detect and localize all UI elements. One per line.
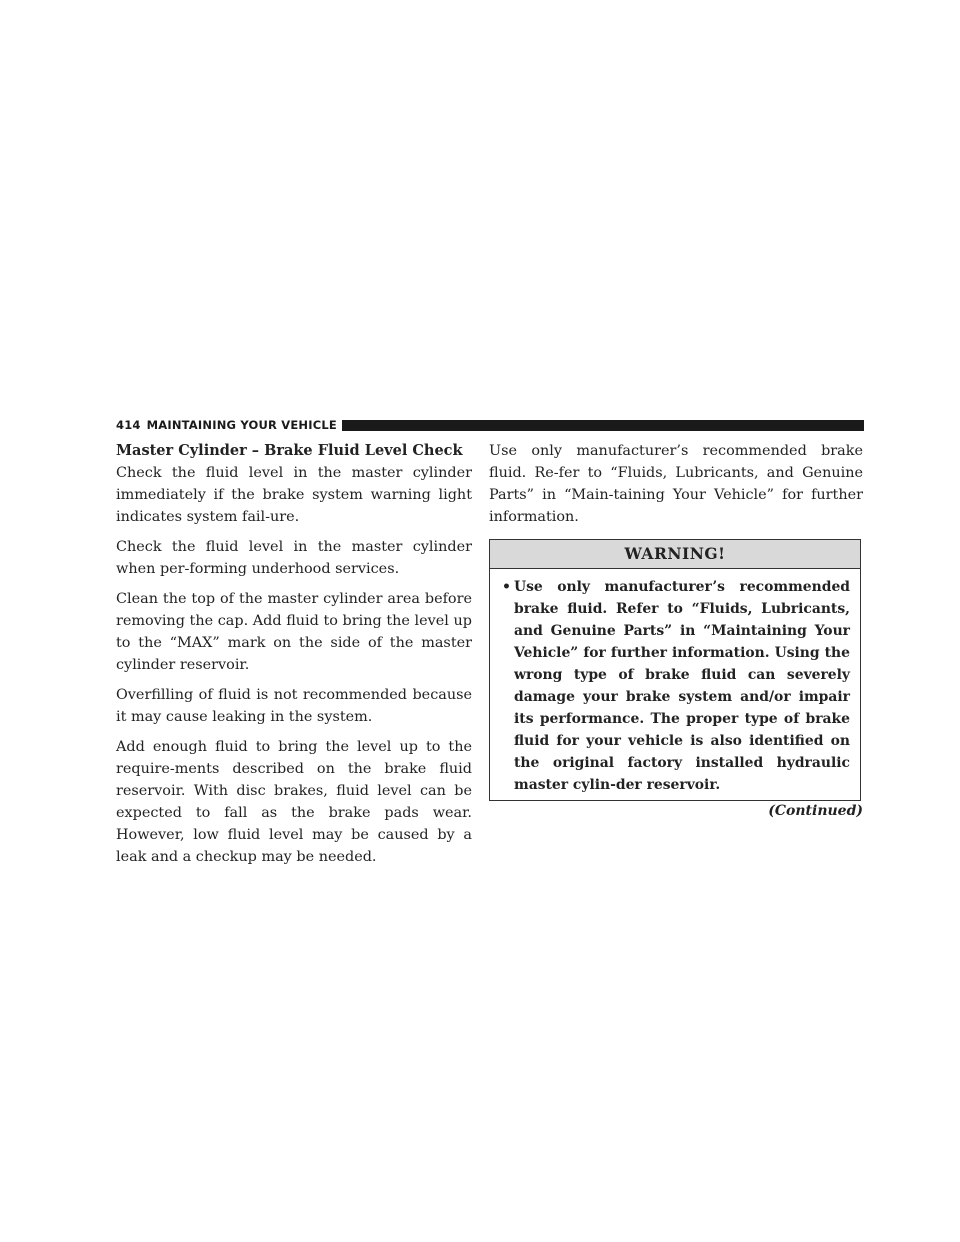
section-title: MAINTAINING YOUR VEHICLE (146, 418, 337, 432)
warning-body (490, 569, 860, 800)
paragraph-3: Clean the top of the master cylinder area before removing the cap. Add fluid to bring the level up to the “MAX” mark on the side of the master cylinder reservoir. (116, 591, 472, 673)
paragraph-1: Check the fluid level in the master cylinder immediately if the brake system warning light indicates system fail-ure. (116, 465, 472, 525)
paragraph-5: Add enough fluid to bring the level up to the require-ments described on the brake fluid reservoir. With disc brakes, fluid level can be expected to fall as the brake pads wear. However, low fluid level may be caused by a leak and a checkup may be needed. (116, 739, 472, 865)
bullet-icon: • (502, 579, 511, 595)
warning-box (489, 539, 861, 801)
page-number: 414 (116, 418, 141, 432)
right-column (489, 440, 863, 821)
brake-fluid-paragraph: Use only manufacturer’s recommended brake fluid. Re-fer to “Fluids, Lubricants, and Genuine Parts” in “Main-taining Your Vehicle” for further information. (489, 443, 863, 525)
header-rule (342, 420, 864, 431)
warning-text: Use only manufacturer’s recommended brake fluid. Refer to “Fluids, Lubricants, and Genuine Parts” in “Maintaining Your Vehicle” for further information. Using the wrong type of brake fluid can severely damage your brake system and/or impair its performance. The proper type of brake fluid for your vehicle is also identified on the original factory installed hydraulic master cylin-der reservoir. (514, 579, 850, 793)
paragraph-4: Overfilling of fluid is not recommended because it may cause leaking in the system. (116, 687, 472, 725)
page-header (116, 418, 864, 432)
section-heading: Master Cylinder – Brake Fluid Level Check (116, 442, 463, 459)
continued-label: (Continued) (768, 803, 863, 819)
left-column (116, 440, 472, 868)
warning-title: WARNING! (490, 540, 860, 569)
paragraph-2: Check the fluid level in the master cylinder when per-forming underhood services. (116, 539, 472, 577)
